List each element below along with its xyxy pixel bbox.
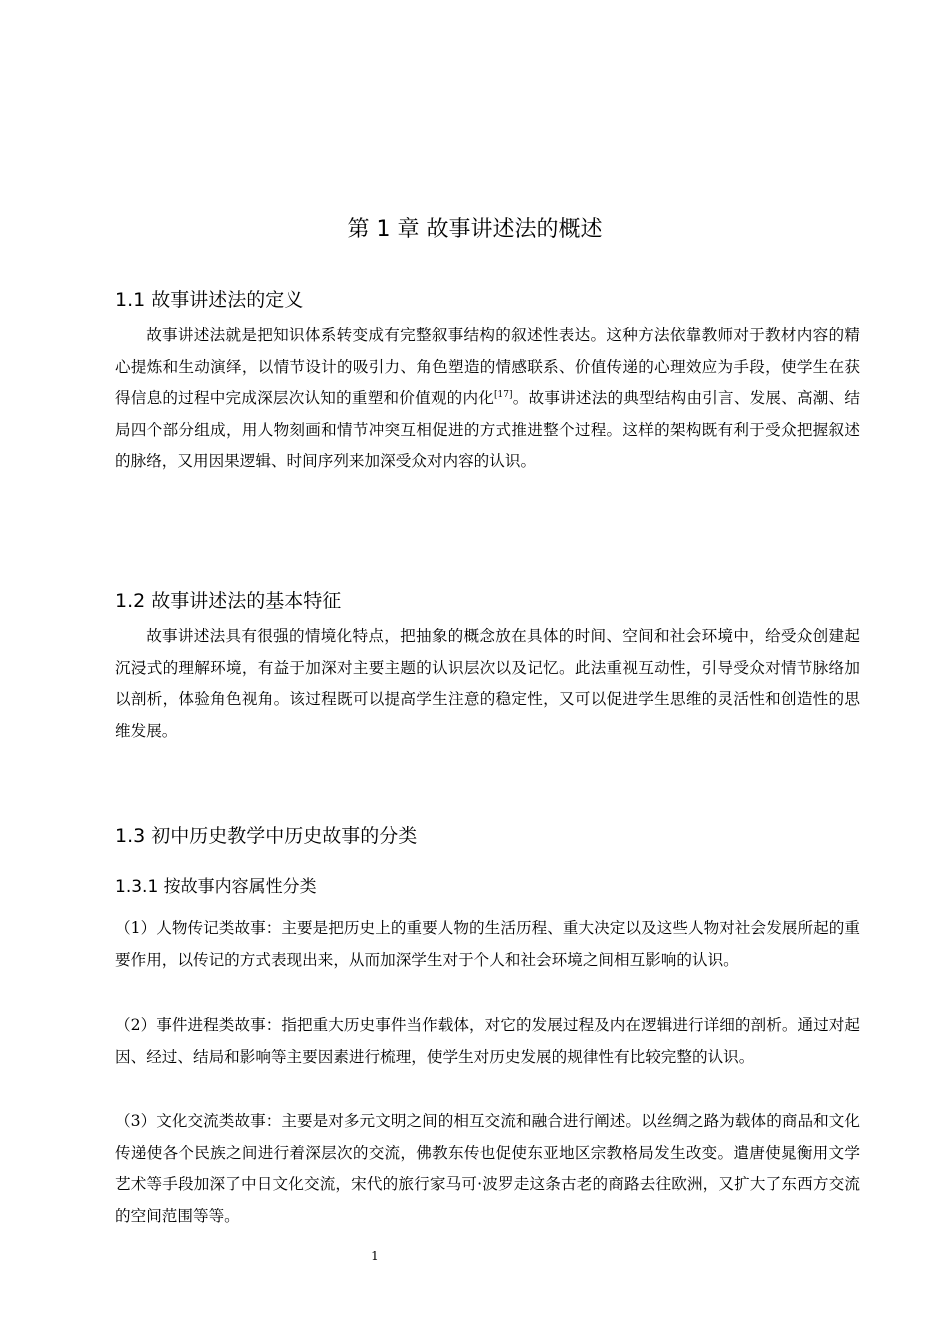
list-item-biography: （1）人物传记类故事：主要是把历史上的重要人物的生活历程、重大决定以及这些人物对社会发展所起的重要作用，以传记的方式表现出来，从而加深学生对于个人和社会环境之间相互影响的认识。 [115,919,860,969]
chapter-title: 第 1 章 故事讲述法的概述 [347,217,603,242]
paragraph-definition-text: 故事讲述法就是把知识体系转变成有完整叙事结构的叙述性表达。这种方法依靠教师对于教材内容的精心提炼和生动演绎，以情节设计的吸引力、角色塑造的情感联系、价值传递的心理效应为手段，使学生在获得信息的过程中完成深层次认知的重塑和价值观的内化 [115,326,860,408]
paragraph-definition [115,320,860,478]
section-heading-1-2: 1.2 故事讲述法的基本特征 [115,590,342,612]
subsection-heading-1-3-1: 1.3.1 按故事内容属性分类 [115,877,317,897]
paragraph-definition-text-cont: 。故事讲述法的典型结构由引言、发展、高潮、结局四个部分组成，用人物刻画和情节冲突互相促进的方式推进整个过程。这样的架构既有利于受众把握叙述的脉络，又用因果逻辑、时间序列来加深受众对内容的认识。 [115,389,860,471]
citation-ref: [17] [494,390,513,400]
section-heading-1-1: 1.1 故事讲述法的定义 [115,289,304,311]
paragraph-features: 故事讲述法具有很强的情境化特点，把抽象的概念放在具体的时间、空间和社会环境中，给受众创建起沉浸式的理解环境，有益于加深对主要主题的认识层次以及记忆。此法重视互动性，引导受众对情节脉络加以剖析，体验角色视角。该过程既可以提高学生注意的稳定性，又可以促进学生思维的灵活性和创造性的思维发展。 [115,627,860,740]
list-item-event: （2）事件进程类故事：指把重大历史事件当作载体，对它的发展过程及内在逻辑进行详细的剖析。通过对起因、经过、结局和影响等主要因素进行梳理，使学生对历史发展的规律性有比较完整的认识。 [115,1016,860,1066]
page-number: 1 [371,1249,379,1263]
section-heading-1-3: 1.3 初中历史教学中历史故事的分类 [115,825,418,847]
list-item-culture: （3）文化交流类故事：主要是对多元文明之间的相互交流和融合进行阐述。以丝绸之路为载体的商品和文化传递使各个民族之间进行着深层次的交流，佛教东传也促使东亚地区宗教格局发生改变。遣唐使晁衡用文学艺术等手段加深了中日文化交流，宋代的旅行家马可·波罗走这条古老的商路去往欧洲，又扩大了东西方交流的空间范围等等。 [115,1112,860,1225]
